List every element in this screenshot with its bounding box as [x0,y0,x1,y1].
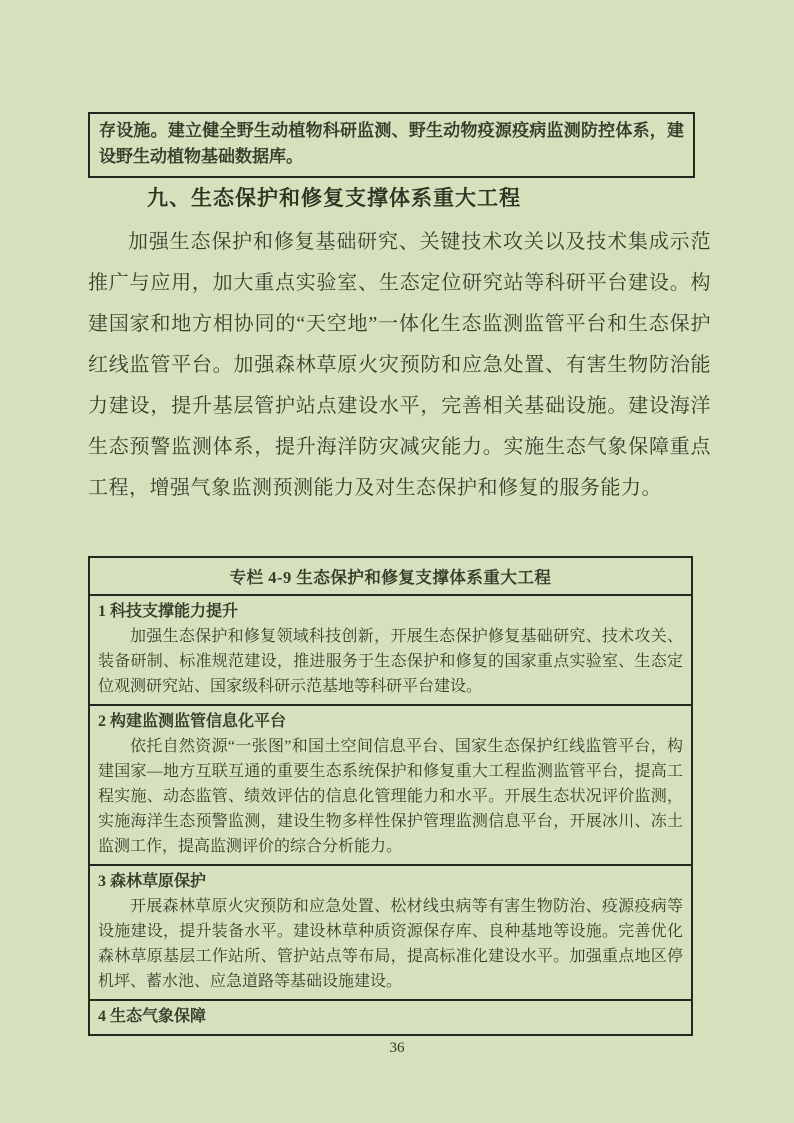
panel-row [90,1001,691,1034]
panel-row [90,706,691,866]
panel-item-heading: 1 科技支撑能力提升 [98,603,239,620]
panel-row [90,866,691,1001]
panel-title: 专栏 4-9 生态保护和修复支撑体系重大工程 [90,558,691,596]
section-heading: 九、生态保护和修复支撑体系重大工程 [147,186,521,210]
panel-item-heading: 2 构建监测监管信息化平台 [98,713,287,730]
panel-item-body: 开展森林草原火灾预防和应急处置、松材线虫病等有害生物防治、疫源疫病等设施建设，提升装备水平。建设林草种质资源保存库、良种基地等设施。完善优化森林草原基层工作站所、管护站点等布局，提高标准化建设水平。加强重点地区停机坪、蓄水池、应急道路等基础设施建设。 [98,898,683,990]
page-number: 36 [389,1040,405,1056]
feature-panel-table [88,556,693,1036]
section-paragraph: 加强生态保护和修复基础研究、关键技术攻关以及技术集成示范推广与应用，加大重点实验室、生态定位研究站等科研平台建设。构建国家和地方相协同的“天空地”一体化生态监测监管平台和生态保护红线监管平台。加强森林草原火灾预防和应急处置、有害生物防治能力建设，提升基层管护站点建设水平，完善相关基础设施。建设海洋生态预警监测体系，提升海洋防灾减灾能力。实施生态气象保障重点工程，增强气象监测预测能力及对生态保护和修复的服务能力。 [88,231,711,499]
panel-item-body: 依托自然资源“一张图”和国土空间信息平台、国家生态保护红线监管平台，构建国家—地方互联互通的重要生态系统保护和修复重大工程监测监管平台，提高工程实施、动态监管、绩效评估的信息化管理能力和水平。开展生态状况评价监测，实施海洋生态预警监测，建设生物多样性保护管理监测信息平台，开展冰川、冻土监测工作，提高监测评价的综合分析能力。 [98,738,683,855]
panel-item-heading: 4 生态气象保障 [98,1008,207,1025]
carryover-text: 存设施。建立健全野生动植物科研监测、野生动物疫源疫病监测防控体系，建设野生动植物基础数据库。 [99,121,684,166]
panel-item-heading: 3 森林草原保护 [98,873,207,890]
panel-item-body: 加强生态保护和修复领域科技创新，开展生态保护修复基础研究、技术攻关、装备研制、标准规范建设，推进服务于生态保护和修复的国家重点实验室、生态定位观测研究站、国家级科研示范基地等科研平台建设。 [98,628,683,695]
panel-row [90,596,691,706]
carryover-text-box [88,112,695,178]
